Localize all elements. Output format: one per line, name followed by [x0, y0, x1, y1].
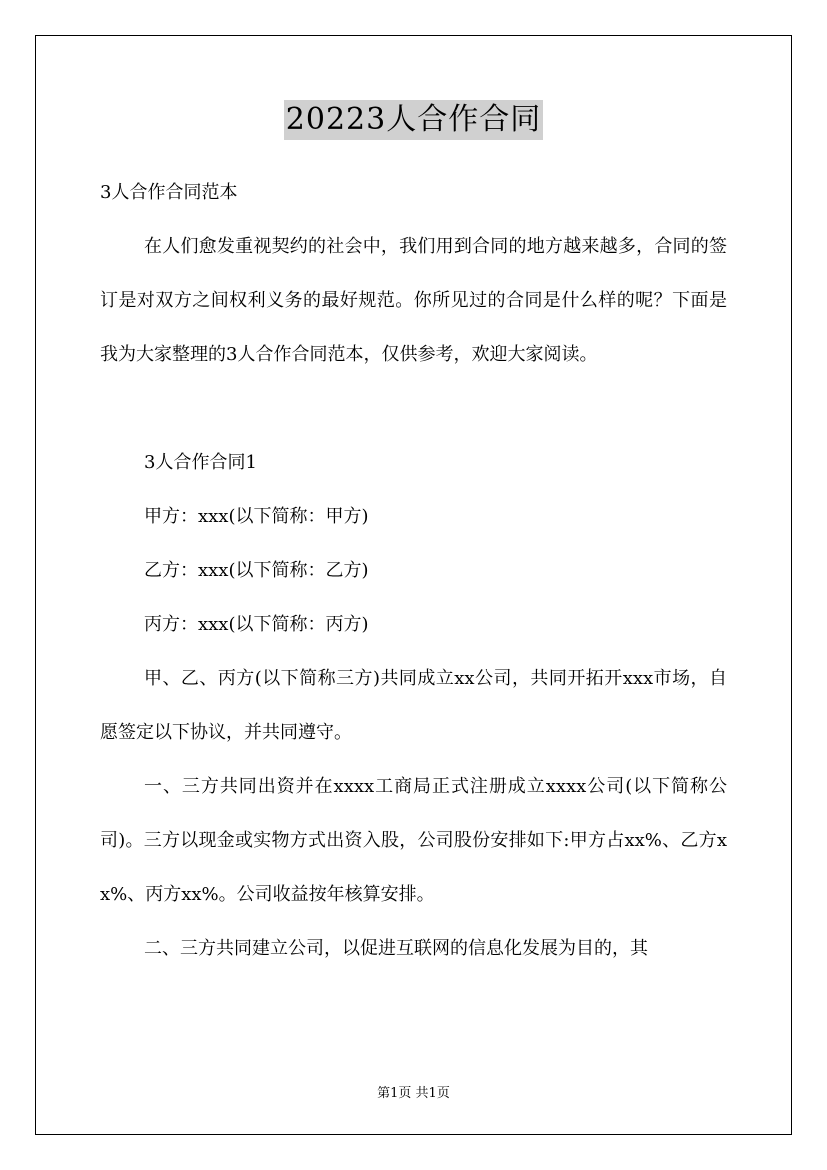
blank-line	[100, 382, 727, 436]
page-footer: 第1页 共1页	[377, 1086, 450, 1101]
document-title	[0, 100, 827, 140]
preamble-paragraph: 甲、乙、丙方(以下简称三方)共同成立xx公司，共同开拓开xxx市场，自愿签定以下协议，并共同遵守。	[100, 668, 727, 743]
party-b-line: 乙方：xxx(以下简称：乙方)	[144, 560, 369, 581]
contract-heading: 3人合作合同1	[144, 452, 257, 473]
party-a-line: 甲方：xxx(以下简称：甲方)	[144, 506, 369, 527]
document-title-text: 20223人合作合同	[284, 100, 543, 140]
party-c-line: 丙方：xxx(以下简称：丙方)	[144, 614, 369, 635]
document-body	[100, 166, 727, 976]
clause-2-paragraph: 二、三方共同建立公司，以促进互联网的信息化发展为目的，其	[144, 938, 648, 959]
document-subtitle: 3人合作合同范本	[100, 182, 238, 203]
clause-1-paragraph: 一、三方共同出资并在xxxx工商局正式注册成立xxxx公司(以下简称公司)。三方以现金或实物方式出资入股，公司股份安排如下:甲方占xx%、乙方xx%、丙方xx%。公司收益按年核算安排。	[100, 776, 727, 905]
intro-paragraph: 在人们愈发重视契约的社会中，我们用到合同的地方越来越多，合同的签订是对双方之间权利义务的最好规范。你所见过的合同是什么样的呢？下面是我为大家整理的3人合作合同范本，仅供参考，欢迎大家阅读。	[100, 236, 727, 365]
